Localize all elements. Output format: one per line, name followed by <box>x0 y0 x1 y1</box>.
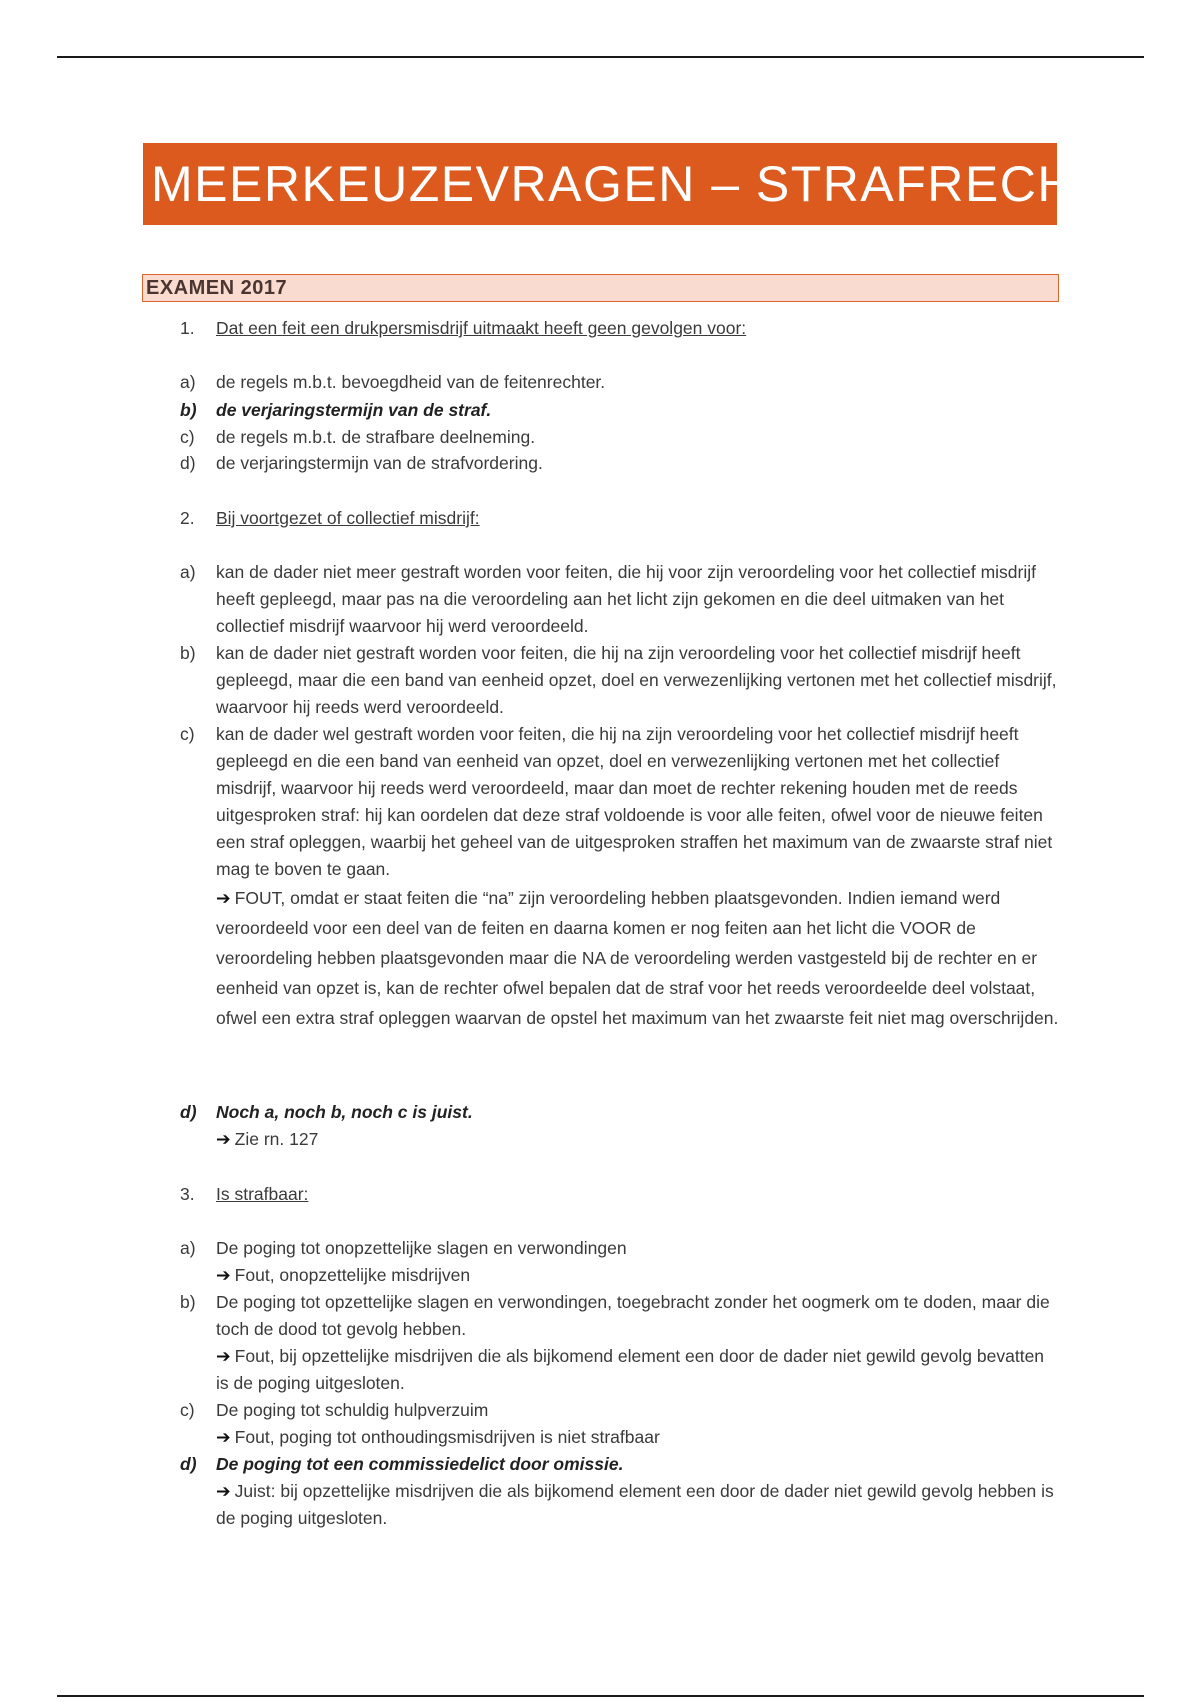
option-text: De poging tot een commissiedelict door omissie. <box>216 1454 624 1474</box>
bottom-rule <box>57 1695 1144 1697</box>
option-note <box>216 1424 1060 1451</box>
option-text: kan de dader wel gestraft worden voor feiten, die hij na zijn veroordeling voor het collectief misdrijf heeft gepleegd en die een band van eenheid van opzet, doel en verwezenlijking vertonen met het collectief misdrijf, waarvoor hij reeds werd veroordeeld, maar dan moet de rechter rekening houden met de reeds uitgesproken straf: hij kan oordelen dat deze straf voldoende is voor alle feiten, ofwel voor de nieuwe feiten een straf opleggen, waarbij het geheel van de uitgesproken straffen het maximum van de zwaarste straf niet mag te boven te gaan. <box>216 724 1053 879</box>
option-label: a) <box>180 1238 196 1258</box>
option-label: d) <box>180 1454 197 1474</box>
option-note <box>216 883 1060 1033</box>
question-1 <box>180 318 746 339</box>
option-label: d) <box>180 453 196 473</box>
question-text: Bij voortgezet of collectief misdrijf: <box>216 508 480 528</box>
arrow-right-icon: ➔ <box>216 888 231 908</box>
option-label: b) <box>180 643 196 663</box>
option-text: kan de dader niet gestraft worden voor feiten, die hij na zijn veroordeling voor het collectief misdrijf heeft gepleegd, maar die een band van eenheid opzet, doel en verwezenlijking vertonen met het collectief misdrijf, waarvoor hij reeds werd veroordeeld. <box>216 643 1057 717</box>
question-number: 3. <box>180 1184 195 1204</box>
option-2d-correct <box>180 1099 1060 1153</box>
question-2 <box>180 508 480 529</box>
note-text: Zie rn. 127 <box>234 1129 319 1149</box>
option-note <box>216 1126 1060 1153</box>
option-3d-correct <box>180 1451 1060 1532</box>
question-3 <box>180 1184 308 1205</box>
option-text: kan de dader niet meer gestraft worden voor feiten, die hij voor zijn veroordeling voor het collectief misdrijf heeft gepleegd, maar pas na die veroordeling aan het licht zijn gekomen en die deel uitmaken van het collectief misdrijf waarvoor hij werd veroordeeld. <box>216 562 1036 636</box>
option-3c <box>180 1397 1060 1451</box>
option-1a <box>180 369 1060 396</box>
option-text: De poging tot schuldig hulpverzuim <box>216 1400 489 1420</box>
question-text: Is strafbaar: <box>216 1184 309 1204</box>
question-number: 2. <box>180 508 195 528</box>
option-label: a) <box>180 562 196 582</box>
arrow-right-icon: ➔ <box>216 1346 231 1366</box>
document-title: MEERKEUZEVRAGEN – STRAFRECHT <box>143 143 1057 225</box>
option-2b <box>180 640 1060 721</box>
option-2c <box>180 721 1060 1033</box>
option-label: a) <box>180 372 196 392</box>
option-label: c) <box>180 724 195 744</box>
note-text: FOUT, omdat er staat feiten die “na” zijn veroordeling hebben plaatsgevonden. Indien iemand werd veroordeeld voor een deel van de feiten en daarna komen er nog feiten aan het licht die VOOR de veroordeling hebben plaatsgevonden maar die NA de veroordeling werden vastgesteld bij de rechter en er eenheid van opzet is, kan de rechter ofwel bepalen dat de straf voor het reeds veroordeelde deel volstaat, ofwel een extra straf opleggen waarvan de opstel het maximum van het zwaarste feit niet mag overschrijden. <box>216 888 1059 1028</box>
note-text: Fout, onopzettelijke misdrijven <box>234 1265 471 1285</box>
top-rule <box>57 56 1144 58</box>
option-1b-correct <box>180 397 1060 424</box>
question-number: 1. <box>180 318 195 338</box>
option-2a <box>180 559 1060 640</box>
option-1d <box>180 450 1060 477</box>
option-text: de verjaringstermijn van de straf. <box>216 400 492 420</box>
option-label: c) <box>180 1400 195 1420</box>
option-note <box>216 1478 1060 1532</box>
arrow-right-icon: ➔ <box>216 1129 231 1149</box>
option-note <box>216 1262 1060 1289</box>
option-label: c) <box>180 427 195 447</box>
option-text: de regels m.b.t. bevoegdheid van de feitenrechter. <box>216 372 606 392</box>
option-text: de regels m.b.t. de strafbare deelneming. <box>216 427 536 447</box>
option-note <box>216 1343 1060 1397</box>
arrow-right-icon: ➔ <box>216 1265 231 1285</box>
section-heading: EXAMEN 2017 <box>142 274 1059 302</box>
note-text: Fout, bij opzettelijke misdrijven die als bijkomend element een door de dader niet gewild gevolg bevatten is de poging uitgesloten. <box>216 1346 1045 1393</box>
option-label: b) <box>180 1292 196 1312</box>
note-text: Fout, poging tot onthoudingsmisdrijven is niet strafbaar <box>234 1427 660 1447</box>
option-label: d) <box>180 1102 197 1122</box>
note-text: Juist: bij opzettelijke misdrijven die als bijkomend element een door de dader niet gewild gevolg hebben is de poging uitgesloten. <box>216 1481 1054 1528</box>
question-text: Dat een feit een drukpersmisdrijf uitmaakt heeft geen gevolgen voor: <box>216 318 747 338</box>
option-text: De poging tot opzettelijke slagen en verwondingen, toegebracht zonder het oogmerk om te doden, maar die toch de dood tot gevolg hebben. <box>216 1292 1050 1339</box>
option-text: Noch a, noch b, noch c is juist. <box>216 1102 473 1122</box>
arrow-right-icon: ➔ <box>216 1481 231 1501</box>
option-label: b) <box>180 400 197 420</box>
option-text: de verjaringstermijn van de strafvordering. <box>216 453 543 473</box>
arrow-right-icon: ➔ <box>216 1427 231 1447</box>
option-1c <box>180 424 1060 451</box>
option-3b <box>180 1289 1060 1397</box>
option-3a <box>180 1235 1060 1289</box>
option-text: De poging tot onopzettelijke slagen en verwondingen <box>216 1238 627 1258</box>
